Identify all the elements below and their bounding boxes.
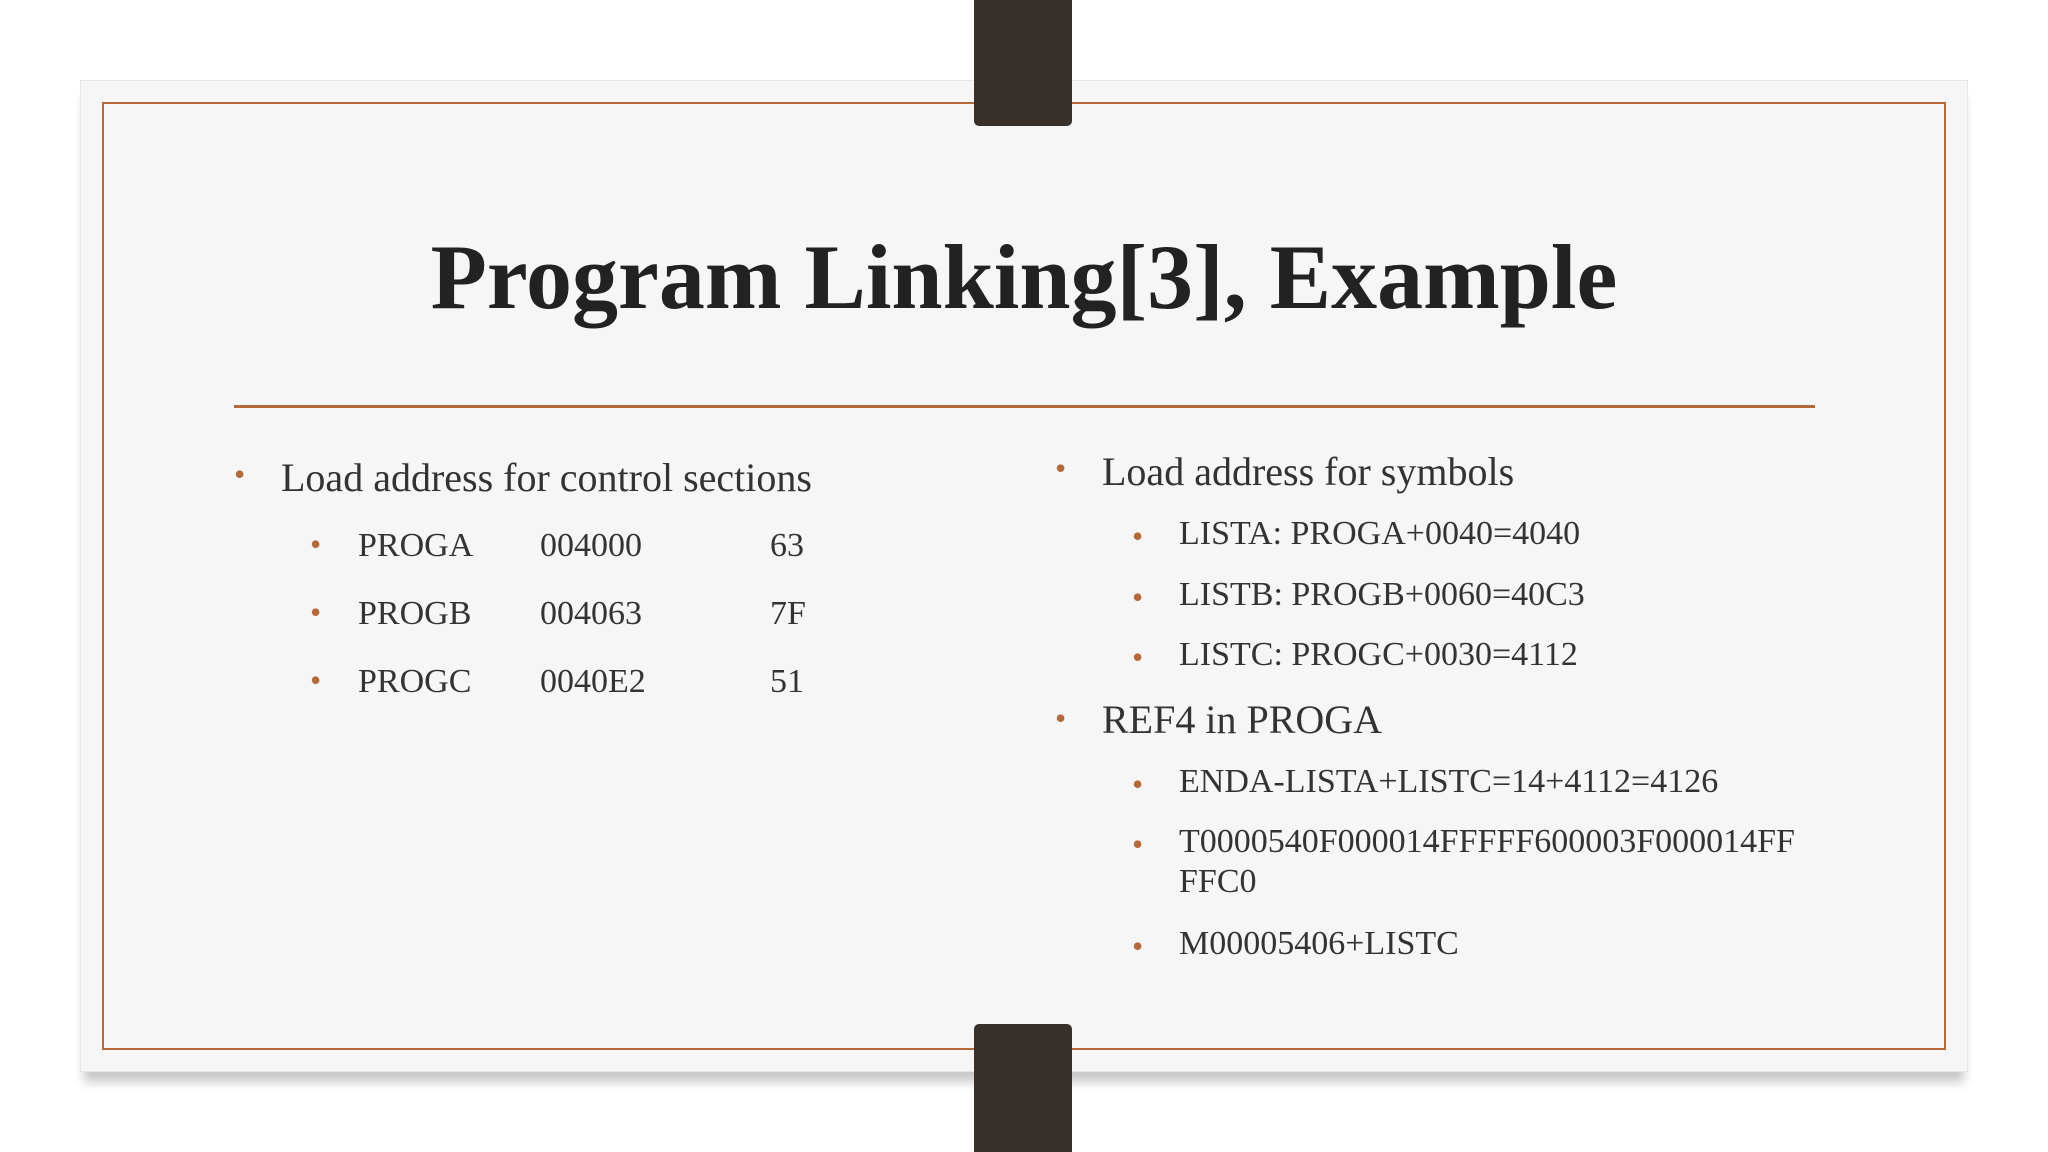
bullet-icon: • <box>310 662 322 698</box>
symbol-item: LISTC: PROGC+0030=4112 <box>1179 636 1578 673</box>
bullet-icon: • <box>1132 518 1144 554</box>
section-address: 004063 <box>540 595 642 632</box>
bottom-strap <box>974 1024 1072 1152</box>
top-strap <box>974 0 1072 126</box>
right-heading-symbols: Load address for symbols <box>1102 449 1515 494</box>
bullet-icon: • <box>1132 928 1144 964</box>
ref4-item: T0000540F000014FFFFF600003F000014FF <box>1179 823 1795 860</box>
bullet-icon: • <box>234 456 246 492</box>
section-name: PROGB <box>358 595 472 632</box>
ref4-item: ENDA-LISTA+LISTC=14+4112=4126 <box>1179 763 1719 800</box>
ref4-item-continuation: FFC0 <box>1179 863 1257 900</box>
bullet-icon: • <box>1055 450 1067 486</box>
section-length: 7F <box>770 595 806 632</box>
bullet-icon: • <box>310 526 322 562</box>
title-divider <box>234 405 1815 408</box>
bullet-icon: • <box>1132 826 1144 862</box>
ref4-item: M00005406+LISTC <box>1179 925 1459 962</box>
slide-title: Program Linking[3], Example <box>430 226 1618 328</box>
bullet-icon: • <box>1132 766 1144 802</box>
section-name: PROGA <box>358 527 474 564</box>
bullet-icon: • <box>1055 700 1067 736</box>
bullet-icon: • <box>310 594 322 630</box>
section-length: 63 <box>770 527 804 564</box>
symbol-item: LISTB: PROGB+0060=40C3 <box>1179 576 1585 613</box>
section-address: 0040E2 <box>540 663 646 700</box>
left-heading: Load address for control sections <box>281 455 812 500</box>
symbol-item: LISTA: PROGA+0040=4040 <box>1179 515 1581 552</box>
section-name: PROGC <box>358 663 472 700</box>
right-heading-ref4: REF4 in PROGA <box>1102 697 1383 742</box>
section-address: 004000 <box>540 527 642 564</box>
bullet-icon: • <box>1132 639 1144 675</box>
bullet-icon: • <box>1132 579 1144 615</box>
section-length: 51 <box>770 663 804 700</box>
